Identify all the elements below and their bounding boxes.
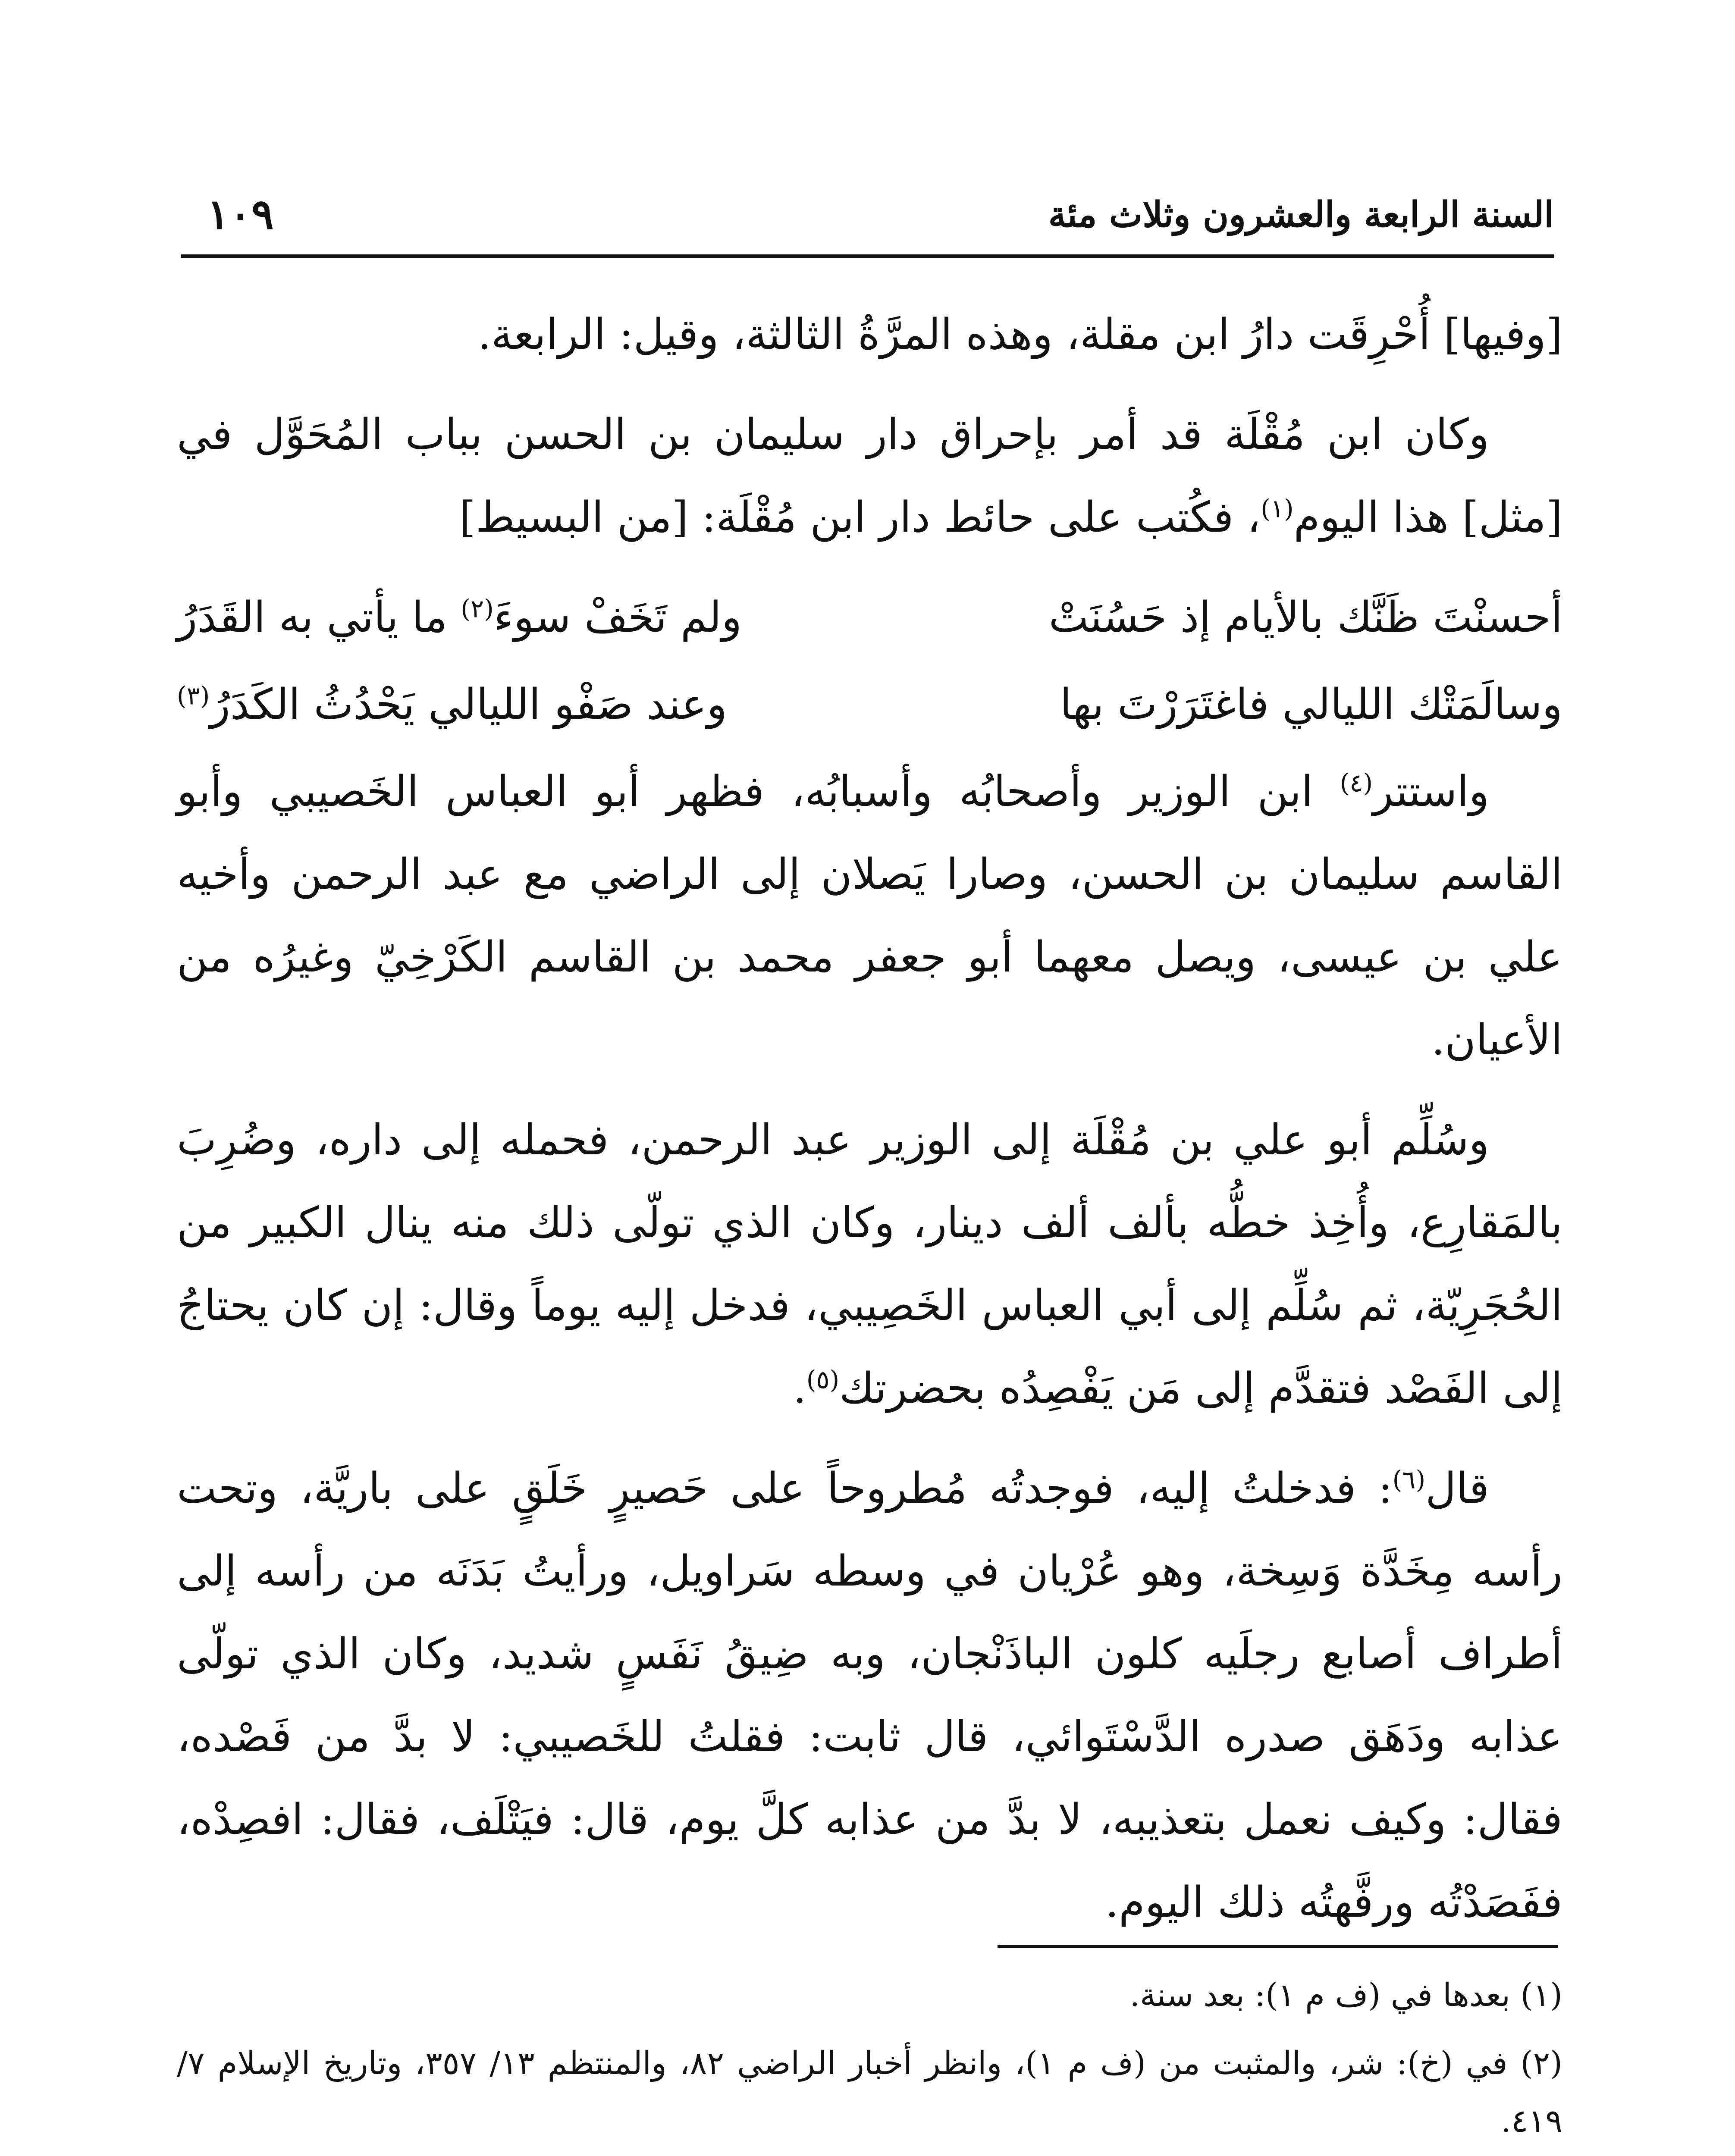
verse-1-first-hemistich: أحسنْتَ ظَنَّك بالأيام إذ حَسُنَتْ [1048, 593, 1562, 642]
verse-line-2 [177, 663, 1562, 746]
paragraph-5-text-a: قال [1425, 1464, 1489, 1513]
verse-2-first-hemistich: وسالَمَتْك الليالي فاغتَرَرْتَ بها [1060, 680, 1562, 729]
verse-1-second-hemistich [177, 576, 842, 659]
main-text [177, 293, 1562, 1961]
footnote-ref-3: (٣) [177, 681, 210, 711]
paragraph-3 [177, 750, 1562, 1081]
footnote-2: (٢) في (خ): شر، والمثبت من (ف م ١)، وانظر أخبار الراضي ٨٢، والمنتظم ١٣/ ٣٥٧، وتاريخ الإسلام ٧/ ٤١٩. [177, 2045, 1562, 2140]
footnote-1: (١) بعدها في (ف م ١): بعد سنة. [1129, 1977, 1562, 2014]
verse-line-1 [177, 576, 1562, 659]
paragraph-1 [177, 293, 1562, 376]
footnote-ref-1: (١) [1261, 494, 1294, 523]
paragraph-4-text-a: وسُلِّم أبو علي بن مُقْلَة إلى الوزير عبد الرحمن، فحمله إلى داره، وضُرِبَ بالمَقارِع، وأُخِذ خطُّه بألف ألف دينار، وكان الذي تولّى ذلك منه ينال الكبير من الحُجَرِيّة، ثم سُلِّم إلى أبي العباس الخَصِيبي، فدخل إليه يوماً وقال: إن كان يحتاجُ إلى الفَصْد فتقدَّم إلى مَن يَفْصِدُه بحضرتك [177, 1116, 1562, 1413]
paragraph-4-text-b: . [793, 1364, 806, 1413]
verse-2-second-text: وعند صَفْو الليالي يَحْدُثُ الكَدَرُ [210, 680, 727, 729]
paragraph-1-text: [وفيها] أُحْرِقَت دارُ ابن مقلة، وهذه المرَّةُ الثالثة، وقيل: الرابعة. [477, 310, 1562, 359]
paragraph-2 [177, 393, 1562, 559]
paragraph-2-text-a: وكان ابن مُقْلَة قد أمر بإحراق دار سليمان بن الحسن بباب المُحَوَّل في [مثل] هذا اليوم [177, 410, 1562, 542]
paragraph-3-text-a: واستتر [1373, 767, 1489, 816]
verse-1-second-b: ما يأتي به القَدَرُ [177, 593, 461, 642]
footnote-ref-5: (٥) [806, 1365, 840, 1395]
footnote-ref-4: (٤) [1340, 768, 1373, 798]
page-number: ١٠٩ [207, 190, 274, 238]
paragraph-4 [177, 1099, 1562, 1430]
paragraph-5 [177, 1447, 1562, 1944]
verse-1-second-a: ولم تَخَفْ سوءَ [493, 593, 742, 642]
page-header [181, 181, 1554, 258]
footnotes [177, 1966, 1562, 2156]
footnote-divider [998, 1945, 1558, 1948]
footnote-ref-6: (٦) [1392, 1465, 1426, 1495]
paragraph-2-text-b: ، فكُتب على حائط دار ابن مُقْلَة: [من البسيط] [459, 493, 1261, 542]
running-title: السنة الرابعة والعشرون وثلاث مئة [1048, 194, 1554, 235]
footnote-ref-2: (٢) [461, 594, 494, 624]
paragraph-3-text-b: ابن الوزير وأصحابُه وأسبابُه، فظهر أبو العباس الخَصيبي وأبو القاسم سليمان بن الحسن، وصارا يَصلان إلى الراضي مع عبد الرحمن وأخيه علي بن عيسى، ويصل معهما أبو جعفر محمد بن القاسم الكَرْخِيّ وغيرُه من الأعيان. [177, 767, 1562, 1065]
verse-2-second-hemistich [177, 663, 842, 746]
paragraph-5-text-b: : فدخلتُ إليه، فوجدتُه مُطروحاً على حَصيرٍ خَلَقٍ على باريَّة، وتحت رأسه مِخَدَّة وَسِخة، وهو عُرْيان في وسطه سَراويل، ورأيتُ بَدَنَه من رأسه إلى أطراف أصابع رجلَيه كلون الباذَنْجان، وبه ضِيقُ نَفَسٍ شديد، وكان الذي تولّى عذابه ودَهَق صدره الدَّسْتَوائي، قال ثابت: فقلتُ للخَصيبي: لا بدَّ من فَصْده، فقال: وكيف نعمل بتعذيبه، لا بدَّ من عذابه كلَّ يوم، قال: فيَتْلَف، فقال: افصِدْه، ففَصَدْتُه ورفَّهتُه ذلك اليوم. [177, 1464, 1562, 1927]
